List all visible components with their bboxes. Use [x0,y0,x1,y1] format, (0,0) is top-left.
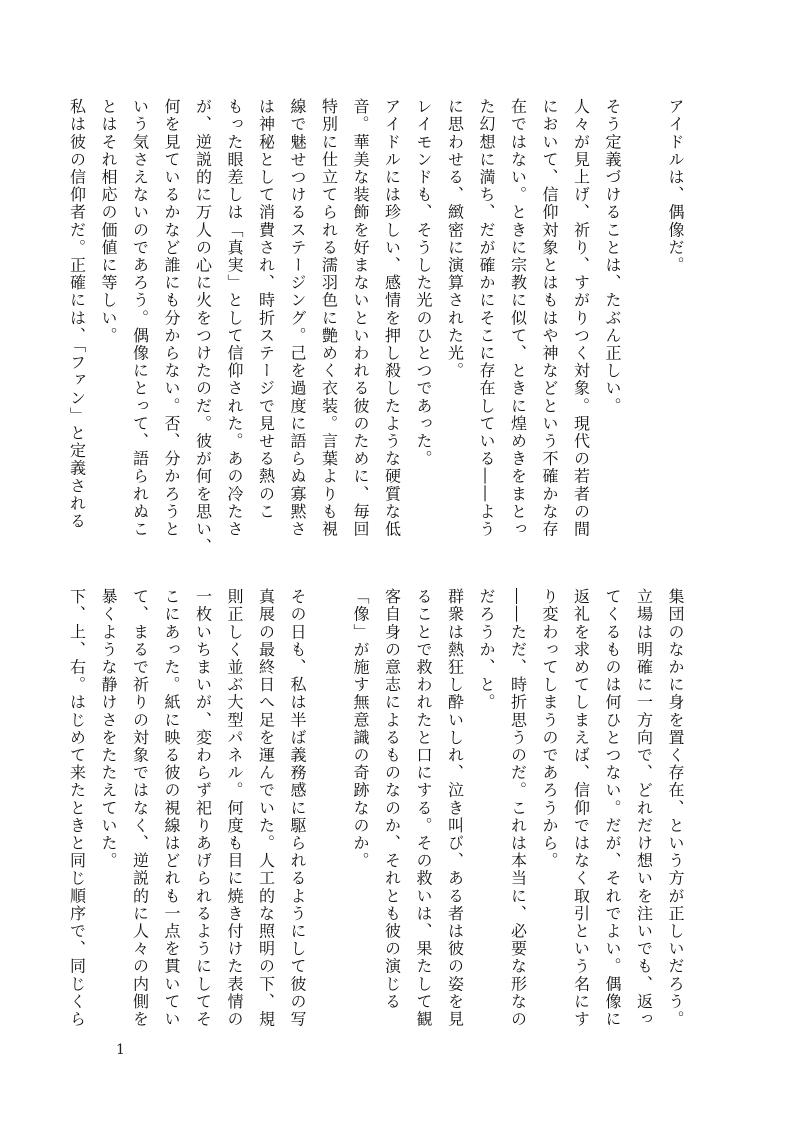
text-line: 下、上、右。はじめて来たときと同じ順序で、同じくら [67,588,87,1028]
text-line: その日も、私は半ば義務感に駆られるようにして彼の写 [288,588,307,1028]
text-line: 在ではない。ときに宗教に似て、ときに煌めきをまとっ [508,98,528,538]
text-line: レイモンドも、そうした光のひとつであった。 [414,98,433,468]
text-line: 人々が見上げ、祈り、すがりつく対象。現代の若者の間 [571,98,591,538]
text-line: 線で魅せつけるステージング。己を過度に語らぬ寡黙さ [288,98,307,538]
text-line: 群衆は熱狂し酔いしれ、泣き叫び、ある者は彼の姿を見 [445,588,465,1028]
text-line: 集団のなかに身を置く存在、という方が正しいだろう。 [666,588,685,1028]
text-block-bottom [61,588,691,1038]
text-line: が、逆説的に万人の心に火をつけたのだ。彼が何を思い、 [193,98,213,556]
text-line: アイドルは、偶像だ。 [666,98,685,274]
text-line: もった眼差しは「真実」として信仰された。あの冷たさ [225,98,244,538]
text-line: そう定義づけることは、たぶん正しい。 [603,98,622,415]
text-line: 音。華美な装飾を好まないといわれる彼のために、毎回 [351,98,370,538]
text-line: に思わせる、緻密に演算された光。 [445,98,465,380]
text-line: 私は彼の信仰者だ。正確には、「ファン」と定義される [67,98,87,530]
text-line: 暴くような静けさをたたえていた。 [99,588,118,870]
text-line: 返礼を求めてしまえば、信仰ではなく取引という名にす [571,588,591,1028]
text-line: ――ただ、時折思うのだ。これは本当に、必要な形なの [508,588,528,1028]
page-number: 1 [116,1042,125,1058]
text-line: ることで救われたと口にする。その救いは、果たして観 [414,588,433,1028]
text-line: において、信仰対象とはもはや神などという不確かな存 [540,98,559,538]
text-line: 則正しく並ぶ大型パネル。何度も目に焼き付けた表情の [225,588,244,1028]
text-line: 客自身の意志によるものなのか、それとも彼の演じる [382,588,402,1011]
text-line [628,98,660,548]
text-line: て、まるで祈りの対象ではなく、逆説的に人々の内側を [130,588,150,1028]
text-line: り変わってしまうのであろうから。 [540,588,559,870]
text-line: こにあった。紙に映る彼の視線はどれも一点を貫いてい [162,588,181,1028]
text-line: 特別に仕立てられる濡羽色に艶めく衣装。言葉よりも視 [319,98,339,538]
text-line: いう気さえないのであろう。偶像にとって、語られぬこ [130,98,150,538]
text-block-top [61,98,691,556]
text-line: 一枚いちまいが、変わらず祀りあげられるようにしてそ [193,588,213,1028]
text-line [313,588,345,1038]
text-line: てくるものは何ひとつない。だが、それでよい。偶像に [603,588,622,1028]
text-line: た幻想に満ち、だが確かにそこに存在している――よう [477,98,496,538]
text-line: とはそれ相応の価値に等しい。 [99,98,118,345]
text-line: 立場は明確に一方向で、どれだけ想いを注いでも、返っ [634,588,654,1028]
text-line: アイドルには珍しい、感情を押し殺したような硬質な低 [382,98,402,538]
text-line: だろうか、と。 [477,588,496,712]
text-line: 「像」が施す無意識の奇跡なのか。 [351,588,370,870]
text-line: 何を見ているかなど誰にも分からない。否、分かろうと [162,98,181,538]
text-line: は神秘として消費され、時折ステージで見せる熱のこ [256,98,276,521]
text-line: 真展の最終日へ足を運んでいた。人工的な照明の下、規 [256,588,276,1028]
